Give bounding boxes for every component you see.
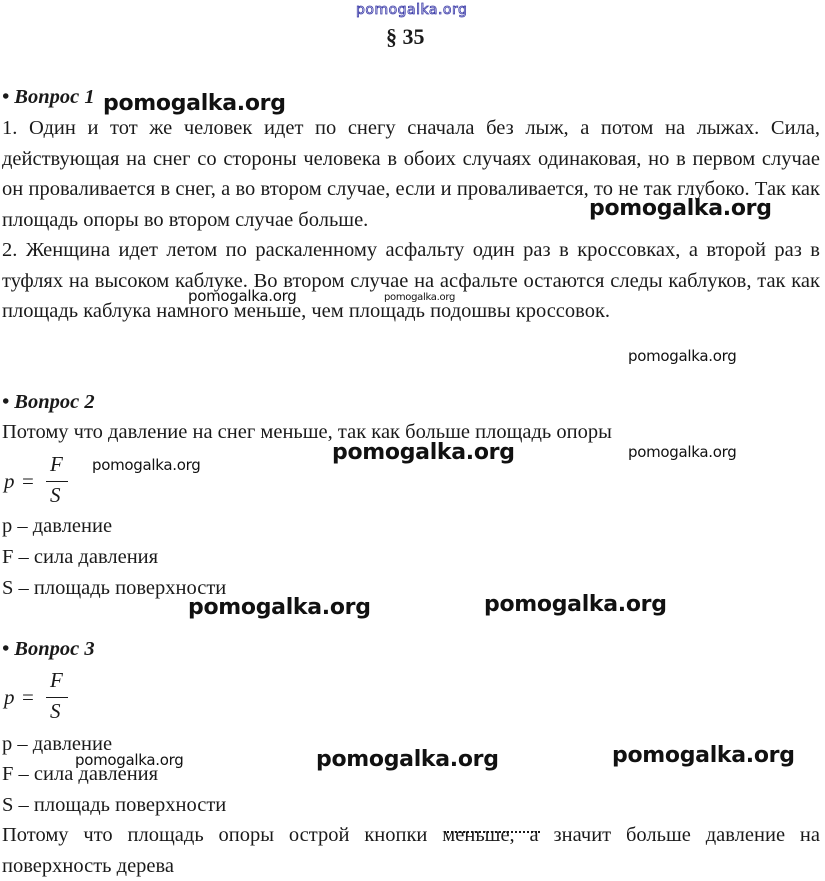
- question-3-heading: • Вопрос 3: [2, 638, 95, 660]
- definition-s: S – площадь поверхности: [2, 577, 227, 599]
- formula-lhs: p: [4, 469, 15, 493]
- formula-equals: =: [22, 685, 34, 709]
- definition-p: p – давление: [2, 733, 113, 755]
- question-1-paragraph-1: 1. Один и тот же человек идет по снегу сначала без лыж, а потом на лыжах. Сила, действующая на снег со стороны человека в обоих случаях одинаковая, но в первом случае он проваливается в снег, а во втором случае, если и проваливается, то не так глубоко. Так как площадь опоры во втором случае больше.: [2, 117, 820, 231]
- watermark: pomogalka.org: [384, 292, 456, 303]
- scribble-mark: [444, 831, 540, 836]
- section-title: § 35: [386, 24, 425, 49]
- watermark: pomogalka.org: [332, 440, 515, 465]
- watermark: pomogalka.org: [103, 91, 286, 116]
- question-3-text: Потому что площадь опоры острой кнопки меньше, а значит больше давление на поверхность дерева: [2, 824, 820, 877]
- watermark: pomogalka.org: [589, 196, 772, 221]
- question-2-heading: • Вопрос 2: [2, 391, 95, 413]
- watermark: pomogalka.org: [316, 747, 499, 772]
- definition-f: F – сила давления: [2, 763, 159, 785]
- definition-p: p – давление: [2, 515, 113, 537]
- formula-numerator: F: [50, 668, 63, 692]
- question-1-paragraph-2: 2. Женщина идет летом по раскаленному асфальту один раз в кроссовках, а второй раз в туфлях на высоком каблуке. Во втором случае на асфальте остаются следы каблуков, так как площадь каблука намного меньше, чем площадь подошвы кроссовок.: [2, 239, 820, 322]
- definition-s: S – площадь поверхности: [2, 794, 227, 816]
- formula-equals: =: [22, 469, 34, 493]
- definition-f: F – сила давления: [2, 546, 159, 568]
- watermark: pomogalka.org: [75, 751, 184, 769]
- watermark: pomogalka.org: [628, 347, 737, 365]
- question-2-text: Потому что давление на снег меньше, так как больше площадь опоры: [2, 421, 612, 443]
- formula-denominator: S: [50, 483, 61, 507]
- formula-lhs: p: [4, 685, 15, 709]
- watermark: pomogalka.org: [612, 743, 795, 768]
- watermark: pomogalka.org: [484, 592, 667, 617]
- formula-numerator: F: [50, 452, 63, 476]
- watermark: pomogalka.org: [188, 595, 371, 620]
- question-1-heading: • Вопрос 1: [2, 86, 95, 108]
- watermark: pomogalka.org: [92, 456, 201, 474]
- watermark-top: pomogalka.org: [356, 2, 468, 18]
- watermark: pomogalka.org: [628, 443, 737, 461]
- formula-denominator: S: [50, 699, 61, 723]
- watermark: pomogalka.org: [188, 287, 297, 305]
